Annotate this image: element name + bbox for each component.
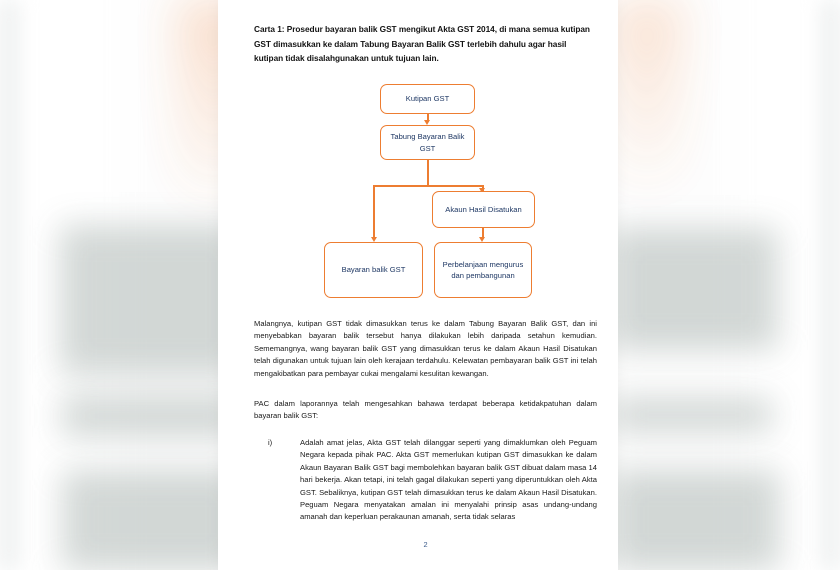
connector-tabung-stem <box>427 160 429 185</box>
backdrop-edge-left <box>0 0 18 570</box>
page-number: 2 <box>423 540 428 549</box>
flow-node-akaun-hasil-disatukan[interactable]: Akaun Hasil Disatukan <box>432 191 535 228</box>
list-item <box>254 437 597 524</box>
chart-caption-title: Carta 1: Prosedur bayaran balik GST mengikut Akta GST 2014, di mana semua kutipan GST dimasukkan ke dalam Tabung Bayaran Balik GST terlebih dahulu agar hasil kutipan tidak disalahgunakan untuk tujuan lain. <box>254 24 590 63</box>
body-paragraph-1: Malangnya, kutipan GST tidak dimasukkan terus ke dalam Tabung Bayaran Balik GST, dan ini menyebabkan bayaran balik tersebut hanya dilakukan lebih daripada setahun kemudian. Sememangnya, wang bayaran balik GST yang dimasukkan terus ke dalam Akaun Hasil Disatukan telah digunakan untuk tujuan lain oleh kerajaan terdahulu. Kelewatan pembayaran balik GST ini telah mengakibatkan para pembayar cukai mengalami kesulitan kewangan. <box>254 319 597 378</box>
backdrop-text-block <box>612 470 780 570</box>
backdrop-orange-glow-right <box>612 0 682 200</box>
backdrop-text-block <box>610 228 778 350</box>
backdrop-text-block <box>60 225 242 375</box>
backdrop-text-block <box>62 395 240 437</box>
flow-node-kutipan-gst[interactable]: Kutipan GST <box>380 84 475 114</box>
flow-node-bayaran-balik-gst[interactable]: Bayaran balik GST <box>324 242 423 298</box>
list-item-marker: i) <box>268 438 273 447</box>
backdrop-text-block <box>62 470 242 570</box>
numbered-list <box>254 437 597 524</box>
body-paragraph-2: PAC dalam laporannya telah mengesahkan bahawa terdapat beberapa ketidakpatuhan dalam bayaran balik GST: <box>254 399 597 421</box>
connector-left-branch <box>373 185 375 239</box>
list-item-text: Adalah amat jelas, Akta GST telah dilanggar seperti yang dimaklumkan oleh Peguam Negara kepada pihak PAC. Akta GST memerlukan kutipan GST dimasukkan ke dalam Akaun Bayaran Balik GST bagi membolehkan bayaran balik GST dibuat dalam masa 14 hari bekerja. Akan tetapi, ini telah gagal dilakukan seperti yang diperuntukkan oleh Akta GST. Sebaliknya, kutipan GST telah dimasukkan terus ke dalam Akaun Hasil Disatukan. Peguam Negara menyatakan amalan ini menyalahi prinsip asas undang-undang amanah dan keperluan perakaunan amanah, serta tidak selaras <box>300 438 597 522</box>
flow-node-tabung-bayaran-balik-gst[interactable]: Tabung Bayaran Balik GST <box>380 125 475 160</box>
backdrop-edge-right <box>822 0 840 570</box>
backdrop-text-block <box>612 398 772 432</box>
flow-node-perbelanjaan-mengurus-dan-pembangunan[interactable]: Perbelanjaan mengurus dan pembangunan <box>434 242 532 298</box>
connector-split-bar <box>373 185 484 187</box>
document-content <box>254 0 597 570</box>
document-page <box>218 0 618 570</box>
gst-refund-flowchart <box>218 80 618 312</box>
